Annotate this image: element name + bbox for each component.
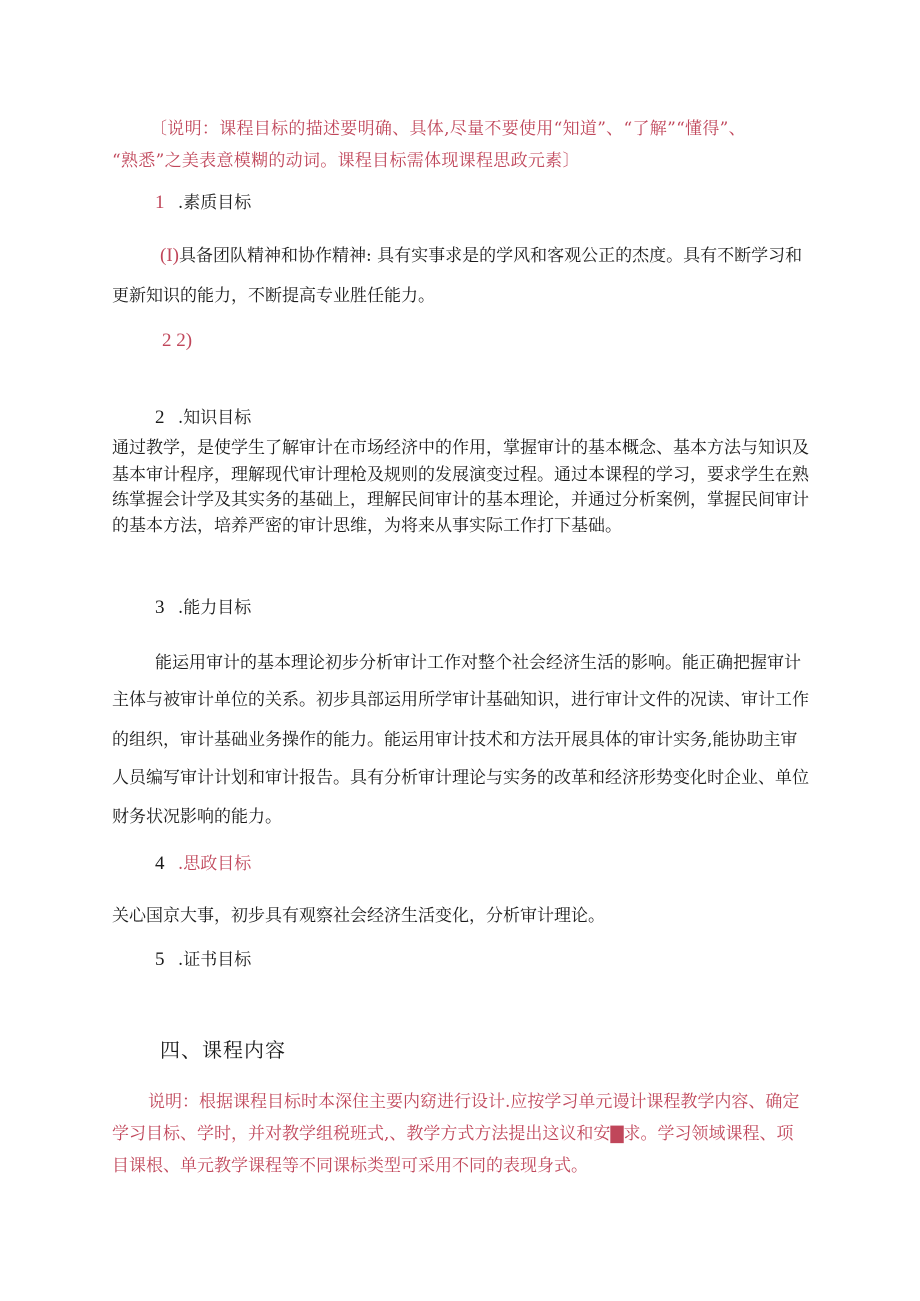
item-1-marker: (I) bbox=[160, 245, 179, 266]
section-2-heading bbox=[155, 407, 251, 429]
note-bottom-line-2: 学习目标、学时，并对教学组税班式,、教学方式方法提出这议和安▇求。学习领域课程、项 bbox=[112, 1124, 794, 1144]
section-3-para-line-4: 人员编写审计计划和审计报告。具有分析审计理论与实务的改革和经济形势变化时企业、单位 bbox=[112, 768, 809, 788]
item-1-line-2: 更新知识的能力，不断提高专业胜任能力。 bbox=[112, 286, 435, 306]
section-2-para-line-3: 练掌握会计学及其实务的基础上，理解民间审计的基本理论，并通过分析案例，掌握民间审计 bbox=[112, 490, 809, 510]
section-3-para-line-2: 主体与被审计单位的关系。初步具部运用所学审计基础知识，进行审计文件的况读、审计工作 bbox=[112, 690, 809, 710]
note-top-line-1: 〔说明：课程目标的描述要明确、具体,尽量不要使用“知道”、“了解”“懂得”、 bbox=[150, 119, 746, 139]
section-3-number: 3 bbox=[155, 597, 165, 618]
section-2-para-line-1: 通过教学，是使学生了解审计在市场经济中的作用，掌握审计的基本概念、基本方法与知识及 bbox=[112, 438, 809, 458]
section-2-para-line-2: 基本审计程序，理解现代审计理枪及规则的发展演变过程。通过本课程的学习，要求学生在熟 bbox=[112, 465, 809, 485]
section-1-heading bbox=[155, 192, 251, 214]
section-3-title: .能力目标 bbox=[177, 598, 252, 618]
section-3-para-line-5: 财务状况影响的能力。 bbox=[112, 807, 282, 827]
section-2-number: 2 bbox=[155, 407, 165, 428]
section-4-title: .思政目标 bbox=[177, 854, 252, 874]
section-5-number: 5 bbox=[155, 949, 165, 970]
section-1-item-1 bbox=[160, 245, 802, 267]
section-4-number: 4 bbox=[155, 853, 165, 874]
item-1-line-1: 具备团队精神和协作精神: 具有实事求是的学风和客观公正的杰度。具有不断学习和 bbox=[178, 246, 803, 266]
section-3-para-line-1: 能运用审计的基本理论初步分析审计工作对整个社会经济生活的影响。能正确把握审计 bbox=[155, 653, 801, 673]
note-top-line-2: “熟悉”之美表意模糊的动词。课程目标需体现课程思政元素〕 bbox=[112, 151, 580, 171]
section-3-para-line-3: 的组织，审计基础业务操作的能力。能运用审计技术和方法开展具体的审计实务,能协助主审 bbox=[112, 730, 798, 750]
chapter-title: 四、课程内容 bbox=[160, 1038, 286, 1062]
note-bottom-line-1: 说明：根据课程目标时本深住主要内窈进行设计.应按学习单元谩计课程教学内容、确定 bbox=[148, 1092, 800, 1112]
note-bottom-line-3: 目课根、单元教学课程等不同课标类型可采用不同的表现身式。 bbox=[112, 1156, 588, 1176]
section-5-title: .证书目标 bbox=[177, 950, 252, 970]
section-2-title: .知识目标 bbox=[177, 408, 252, 428]
section-5-heading bbox=[155, 949, 251, 971]
section-1-title: .素质目标 bbox=[177, 193, 252, 213]
section-4-para-line-1: 关心国京大事，初步具有观察社会经济生活变化，分析审计理论。 bbox=[112, 906, 605, 926]
section-1-number: 1 bbox=[155, 192, 165, 213]
section-2-para-line-4: 的基本方法，培养严密的审计思维，为将来从事实际工作打下基础。 bbox=[112, 516, 622, 536]
section-3-heading bbox=[155, 597, 251, 619]
section-1-item-2-marker: 2 2) bbox=[162, 330, 193, 351]
section-4-heading bbox=[155, 853, 251, 875]
